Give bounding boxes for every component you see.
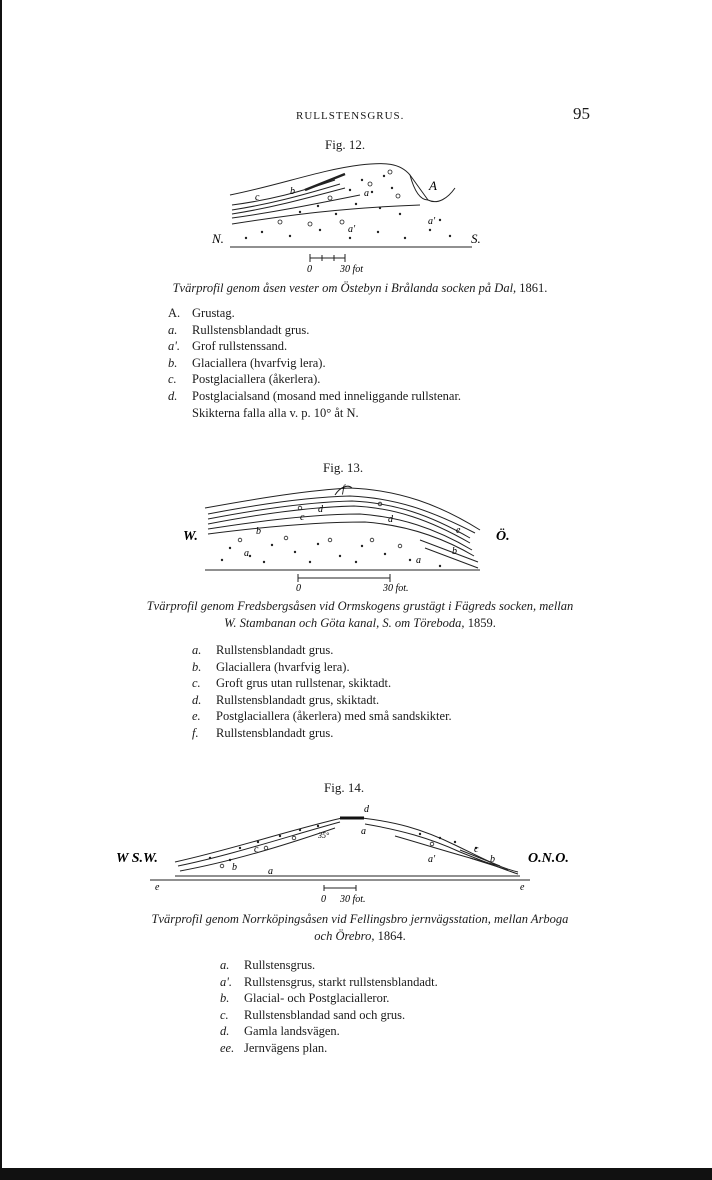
fig14-left-slope bbox=[175, 818, 342, 862]
fig14-caption-year: 1864. bbox=[377, 929, 406, 943]
fig12-mark-c: c bbox=[255, 192, 260, 203]
fig14-layer-line bbox=[365, 824, 518, 874]
legend-text: Postglacialsand (mosand med inneliggande rullstenar. bbox=[192, 388, 462, 403]
fig14-mark-d: d bbox=[364, 804, 369, 815]
fig12-scale-start: 0 bbox=[307, 264, 312, 275]
fig13-caption-line: W. Stambanan och Göta kanal, S. om Töreboda, bbox=[224, 616, 465, 630]
fig13-mark-f: f bbox=[342, 484, 345, 495]
fig13-caption-year: 1859. bbox=[467, 616, 496, 630]
legend-text: Gamla landsvägen. bbox=[244, 1024, 340, 1039]
fig14-mark-c: c bbox=[474, 844, 479, 855]
legend-key: c. bbox=[192, 676, 201, 691]
fig12-mark-S: S. bbox=[471, 231, 481, 246]
fig12-caption-year: 1861. bbox=[519, 281, 548, 295]
legend-text: Postglaciallera (åkerlera) med små sandskikter. bbox=[216, 709, 452, 724]
fig14-legend bbox=[220, 957, 438, 1057]
legend-key: c. bbox=[220, 1007, 229, 1022]
fig14-mark-ONO: O.N.O. bbox=[528, 851, 569, 866]
fig13-mark-a: a bbox=[416, 555, 421, 566]
legend-row bbox=[220, 974, 438, 991]
legend-key: a. bbox=[192, 643, 202, 657]
legend-key: b. bbox=[220, 991, 230, 1006]
legend-text: Grustag. bbox=[192, 306, 235, 320]
fig14-layer-line bbox=[395, 836, 500, 866]
fig13-mark-e: e bbox=[456, 525, 461, 536]
legend-text: Postglaciallera (åkerlera). bbox=[192, 372, 321, 387]
legend-key: A. bbox=[168, 306, 181, 320]
fig14-caption-line: Tvärprofil genom Norrköpingsåsen vid Fellingsbro jernvägsstation, mellan Arboga bbox=[151, 912, 569, 926]
fig12-mark-b: b bbox=[290, 186, 295, 197]
legend-text: Rullstensblandad sand och grus. bbox=[244, 1007, 406, 1022]
fig13-mark-c: c bbox=[300, 512, 305, 523]
fig14-caption-line: och Örebro, bbox=[314, 929, 375, 943]
legend-text: Rullstensblandadt grus, skiktadt. bbox=[216, 692, 380, 707]
fig14-mark-e: e bbox=[155, 882, 160, 893]
fig12-mark-a-prime: a' bbox=[428, 216, 436, 227]
legend-row bbox=[220, 990, 438, 1007]
fig12-mark-a-prime: a' bbox=[348, 224, 356, 235]
fig14-mark-angle: 35° bbox=[318, 831, 330, 840]
legend-text: Rullstensblandadt grus. bbox=[192, 322, 310, 337]
fig14-layer-line bbox=[470, 858, 508, 870]
legend-key: b. bbox=[168, 355, 178, 370]
fig14-scale-bar bbox=[324, 885, 356, 891]
fig14-scale-start: 0 bbox=[321, 894, 326, 905]
fig12-note: Skikterna falla alla v. p. 10° åt N. bbox=[192, 405, 359, 420]
scan-bottom-edge bbox=[0, 1168, 712, 1180]
fig12-label: Fig. 12. bbox=[325, 137, 366, 152]
legend-text: Grof rullstenssand. bbox=[192, 339, 288, 354]
legend-row bbox=[220, 1007, 438, 1024]
fig14-mark-b: b bbox=[232, 862, 237, 873]
running-title: RULLSTENSGRUS. bbox=[296, 110, 405, 122]
fig13-mark-b: b bbox=[452, 546, 457, 557]
fig14-mark-e: e bbox=[520, 882, 525, 893]
fig14-label: Fig. 14. bbox=[324, 780, 365, 795]
fig14-mark-a: a bbox=[361, 826, 366, 837]
legend-key: a. bbox=[220, 958, 230, 972]
legend-key: a. bbox=[168, 322, 178, 337]
fig14-caption bbox=[40, 911, 680, 945]
fig12-mark-a: a bbox=[364, 188, 369, 199]
legend-key: a'. bbox=[168, 339, 181, 354]
page-number: 95 bbox=[573, 104, 590, 123]
legend-key: d. bbox=[168, 388, 178, 403]
fig13-mark-W: W. bbox=[183, 529, 198, 544]
legend-text: Rullstensgrus, starkt rullstensblandadt. bbox=[244, 974, 438, 989]
legend-key: d. bbox=[220, 1024, 230, 1039]
legend-text: Glaciallera (hvarfvig lera). bbox=[216, 659, 350, 674]
legend-key: a'. bbox=[220, 974, 233, 989]
legend-key: c. bbox=[168, 372, 177, 387]
legend-key: b. bbox=[192, 659, 202, 674]
fig12-scale-end: 30 fot bbox=[340, 264, 364, 275]
legend-text: Glaciallera (hvarfvig lera). bbox=[192, 355, 326, 370]
legend-row bbox=[220, 1023, 438, 1040]
fig14-mark-a-prime: a' bbox=[428, 854, 436, 865]
legend-key: e. bbox=[192, 709, 201, 724]
fig12-mark-A: A bbox=[429, 178, 437, 193]
fig14-scale-end: 30 fot. bbox=[340, 894, 366, 905]
fig14-mark-b: b bbox=[490, 854, 495, 865]
fig13-label: Fig. 13. bbox=[323, 460, 364, 475]
fig14-mark-a: a bbox=[268, 866, 273, 877]
fig13-mark-b: b bbox=[256, 526, 261, 537]
fig12-mark-N: N. bbox=[212, 231, 224, 246]
legend-row bbox=[220, 1040, 438, 1057]
legend-row bbox=[220, 957, 438, 974]
legend-text: Rullstensblandadt grus. bbox=[216, 643, 334, 657]
legend-key: f. bbox=[192, 725, 199, 740]
legend-text: Jernvägens plan. bbox=[244, 1040, 328, 1055]
fig13-mark-d: d bbox=[388, 514, 393, 525]
fig13-mark-d: d bbox=[318, 504, 323, 515]
legend-key: d. bbox=[192, 692, 202, 707]
fig13-scale-end: 30 fot. bbox=[383, 583, 409, 594]
fig12-caption-text: Tvärprofil genom åsen vester om Östebyn i Brålanda socken på Dal, bbox=[172, 281, 517, 295]
legend-text: Groft grus utan rullstenar, skiktadt. bbox=[216, 676, 392, 691]
legend-text: Glacial- och Postglacialleror. bbox=[244, 991, 390, 1006]
fig14-mark-WSW: W S.W. bbox=[116, 851, 158, 866]
fig14-layer-line bbox=[178, 822, 340, 866]
fig14-mark-c: c bbox=[254, 844, 259, 855]
fig13-caption-line: Tvärprofil genom Fredsbergsåsen vid Ormskogens grustägt i Fägreds socken, mellan bbox=[146, 599, 574, 613]
legend-key: ee. bbox=[220, 1040, 235, 1055]
legend-text: Rullstensgrus. bbox=[244, 958, 316, 972]
fig13-mark-a: a bbox=[244, 548, 249, 559]
legend-text: Rullstensblandadt grus. bbox=[216, 725, 334, 740]
fig13-mark-O: Ö. bbox=[496, 529, 510, 544]
fig13-scale-start: 0 bbox=[296, 583, 301, 594]
